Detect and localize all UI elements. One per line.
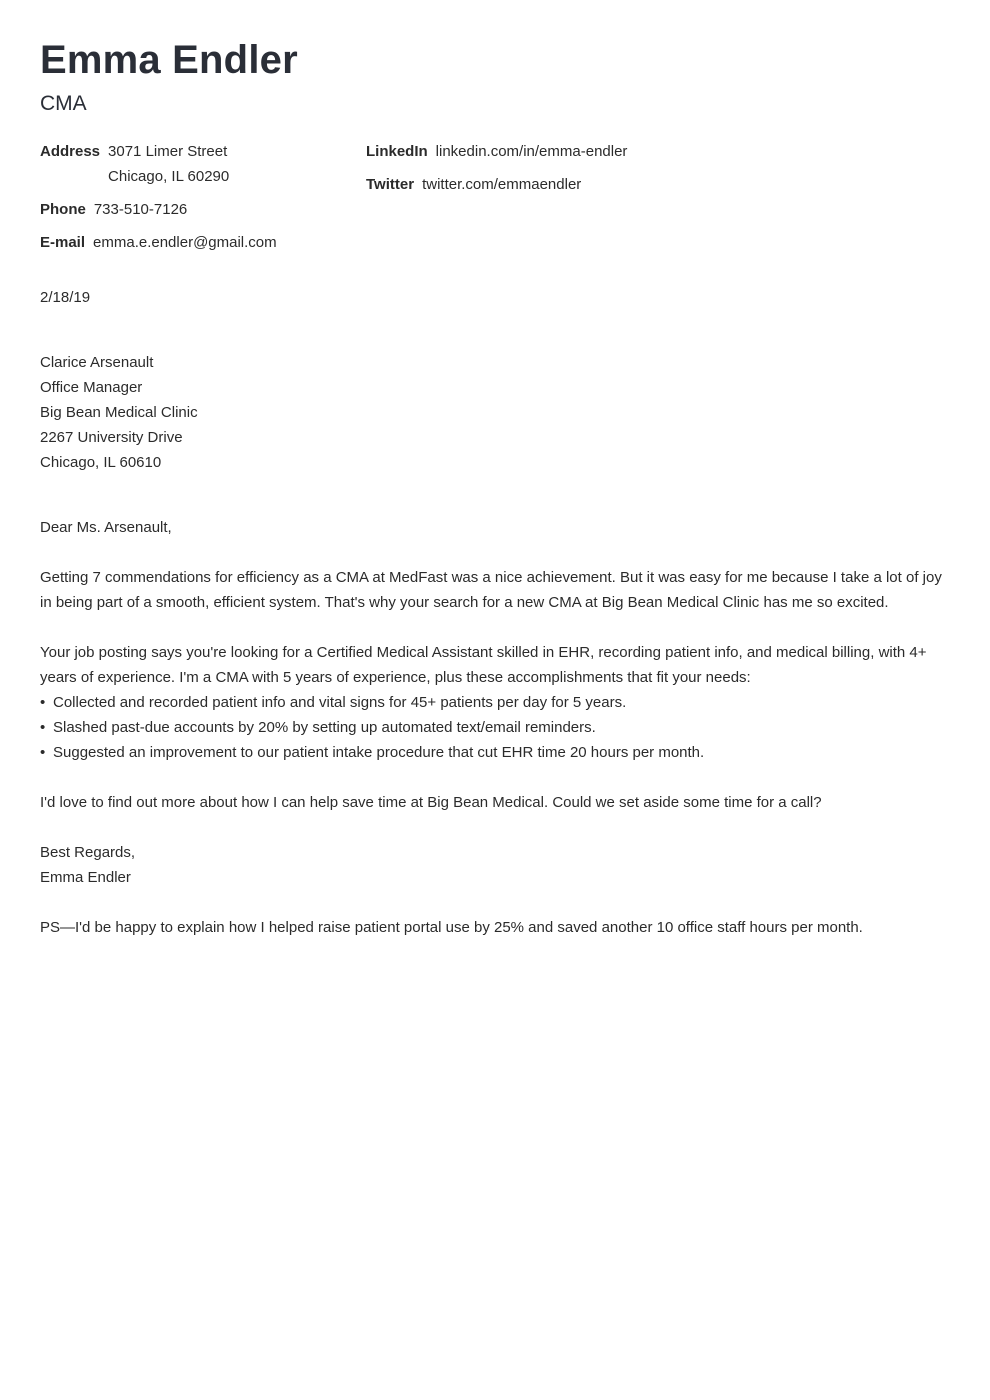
paragraph-2-block: [40, 640, 950, 765]
signature: Emma Endler: [40, 869, 131, 886]
contact-info-right: [366, 139, 627, 205]
address-label: Address: [40, 143, 101, 160]
address-line-1: 3071 Limer Street: [108, 143, 228, 160]
list-item: • Suggested an improvement to our patient intake procedure that cut EHR time 20 hours per month.: [40, 740, 950, 765]
paragraph-1: Getting 7 commendations for efficiency as a CMA at MedFast was a nice achievement. But it was easy for me because I take a lot of joy in being part of a smooth, efficient system. That's why your search for a new CMA at Big Bean Medical Clinic has me so excited.: [40, 569, 942, 611]
paragraph-2: Your job posting says you're looking for a Certified Medical Assistant skilled in EHR, recording patient info, and medical billing, with 4+ years of experience. I'm a CMA with 5 years of experience, plus these accomplishments that fit your needs:: [40, 644, 927, 686]
twitter-value: twitter.com/emmaendler: [422, 176, 582, 193]
recipient-street: 2267 University Drive: [40, 429, 183, 446]
accomplishment-list: [40, 690, 950, 765]
list-item: • Collected and recorded patient info and vital signs for 45+ patients per day for 5 years.: [40, 690, 950, 715]
paragraph-3: I'd love to find out more about how I can help save time at Big Bean Medical. Could we set aside some time for a call?: [40, 794, 822, 811]
closing-block: [40, 840, 950, 890]
address-line-2: Chicago, IL 60290: [108, 168, 230, 185]
linkedin-row: [366, 139, 627, 164]
recipient-role: Office Manager: [40, 379, 143, 396]
recipient-company: Big Bean Medical Clinic: [40, 404, 198, 421]
phone-label: Phone: [40, 201, 86, 218]
letter-date: 2/18/19: [40, 289, 91, 306]
address-row: [40, 139, 277, 189]
email-label: E-mail: [40, 234, 86, 251]
phone-row: [40, 197, 277, 222]
applicant-name: Emma Endler: [40, 38, 298, 82]
contact-info-left: [40, 139, 277, 263]
list-item: • Slashed past-due accounts by 20% by setting up automated text/email reminders.: [40, 715, 950, 740]
twitter-row: [366, 172, 627, 197]
linkedin-value: linkedin.com/in/emma-endler: [435, 143, 628, 160]
recipient-name: Clarice Arsenault: [40, 354, 154, 371]
linkedin-label: LinkedIn: [366, 143, 428, 160]
email-row: [40, 230, 277, 255]
letter-body: [40, 515, 950, 965]
phone-value: 733-510-7126: [93, 201, 188, 218]
recipient-block: [40, 350, 950, 475]
postscript: PS—I'd be happy to explain how I helped raise patient portal use by 25% and saved another 10 office staff hours per month.: [40, 919, 863, 936]
recipient-city: Chicago, IL 60610: [40, 454, 162, 471]
closing: Best Regards,: [40, 844, 136, 861]
twitter-label: Twitter: [366, 176, 415, 193]
address-value: [108, 139, 229, 189]
email-value: emma.e.endler@gmail.com: [93, 234, 277, 251]
salutation: Dear Ms. Arsenault,: [40, 519, 172, 536]
applicant-title: CMA: [40, 92, 87, 115]
